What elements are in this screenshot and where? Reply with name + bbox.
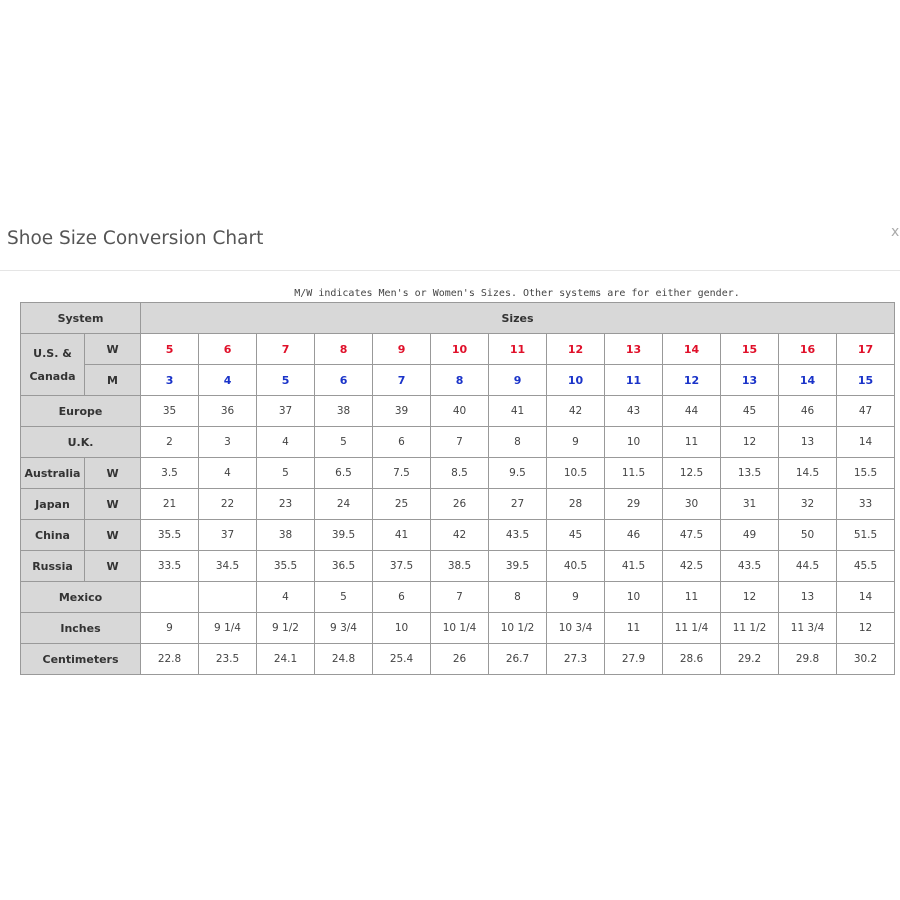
header-row [21,303,895,334]
size-cell: 22.8 [141,644,199,675]
us-men-size-cell: 6 [315,365,373,396]
us-women-size-cell: 13 [605,334,663,365]
size-cell: 11.5 [605,458,663,489]
size-cell: 8.5 [431,458,489,489]
us-women-size-cell: 12 [547,334,605,365]
size-cell: 11 1/4 [663,613,721,644]
size-cell: 42 [431,520,489,551]
modal-header [0,215,900,271]
size-cell: 10 [605,582,663,613]
size-cell: 8 [489,427,547,458]
close-icon[interactable]: x [891,224,900,240]
size-cell: 47.5 [663,520,721,551]
size-cell: 28 [547,489,605,520]
us-men-size-cell: 5 [257,365,315,396]
us-men-size-cell: 13 [721,365,779,396]
size-cell: 25 [373,489,431,520]
size-cell: 23 [257,489,315,520]
size-cell [199,582,257,613]
table-row-us-canada-m [21,365,895,396]
table-row [21,582,895,613]
sizes-header: Sizes [141,303,895,334]
system-label: Centimeters [21,644,141,675]
size-cell: 5 [315,582,373,613]
size-cell: 37 [257,396,315,427]
size-cell: 31 [721,489,779,520]
gender-note: M/W indicates Men's or Women's Sizes. Other systems are for either gender. [294,288,740,299]
size-cell: 26.7 [489,644,547,675]
size-cell: 4 [199,458,257,489]
size-cell: 9 [141,613,199,644]
us-men-size-cell: 11 [605,365,663,396]
size-cell: 9 3/4 [315,613,373,644]
size-cell: 30.2 [837,644,895,675]
size-cell: 5 [257,458,315,489]
size-cell: 7 [431,427,489,458]
size-cell: 11 [663,582,721,613]
size-cell: 13 [779,582,837,613]
size-cell: 25.4 [373,644,431,675]
size-cell: 13.5 [721,458,779,489]
us-men-size-cell: 3 [141,365,199,396]
size-cell: 46 [605,520,663,551]
size-cell: 33 [837,489,895,520]
size-cell: 32 [779,489,837,520]
size-cell: 12 [837,613,895,644]
table-row [21,520,895,551]
size-cell: 41 [489,396,547,427]
size-cell: 14.5 [779,458,837,489]
us-men-size-cell: 9 [489,365,547,396]
us-women-size-cell: 6 [199,334,257,365]
gender-label: W [85,489,141,520]
size-cell: 41 [373,520,431,551]
size-cell: 39.5 [489,551,547,582]
size-cell: 35.5 [257,551,315,582]
size-cell: 2 [141,427,199,458]
table-row [21,613,895,644]
us-women-size-cell: 10 [431,334,489,365]
us-women-size-cell: 14 [663,334,721,365]
us-men-size-cell: 7 [373,365,431,396]
size-cell: 10 1/2 [489,613,547,644]
size-cell: 41.5 [605,551,663,582]
us-men-size-cell: 15 [837,365,895,396]
size-cell: 37.5 [373,551,431,582]
us-canada-w-label: W [85,334,141,365]
size-cell: 43 [605,396,663,427]
size-cell: 14 [837,582,895,613]
system-label: Japan [21,489,85,520]
us-women-size-cell: 5 [141,334,199,365]
size-cell: 38 [315,396,373,427]
size-cell: 6.5 [315,458,373,489]
size-cell: 47 [837,396,895,427]
size-cell: 24.1 [257,644,315,675]
gender-label: W [85,551,141,582]
size-cell: 40 [431,396,489,427]
size-cell: 24 [315,489,373,520]
system-label: U.K. [21,427,141,458]
table-row [21,551,895,582]
size-cell [141,582,199,613]
size-cell: 39 [373,396,431,427]
size-cell: 8 [489,582,547,613]
table-row [21,458,895,489]
size-cell: 49 [721,520,779,551]
us-women-size-cell: 15 [721,334,779,365]
size-cell: 22 [199,489,257,520]
size-cell: 12 [721,427,779,458]
size-cell: 33.5 [141,551,199,582]
table-row [21,427,895,458]
gender-label: W [85,520,141,551]
size-cell: 29 [605,489,663,520]
size-cell: 40.5 [547,551,605,582]
size-cell: 36.5 [315,551,373,582]
size-cell: 26 [431,644,489,675]
size-cell: 4 [257,427,315,458]
us-men-size-cell: 10 [547,365,605,396]
size-cell: 28.6 [663,644,721,675]
size-cell: 24.8 [315,644,373,675]
size-cell: 10 [605,427,663,458]
us-women-size-cell: 9 [373,334,431,365]
size-cell: 23.5 [199,644,257,675]
table-row [21,644,895,675]
size-cell: 10 3/4 [547,613,605,644]
system-header: System [21,303,141,334]
us-women-size-cell: 17 [837,334,895,365]
us-women-size-cell: 16 [779,334,837,365]
size-cell: 9 [547,582,605,613]
system-label: Australia [21,458,85,489]
size-cell: 51.5 [837,520,895,551]
size-cell: 11 1/2 [721,613,779,644]
us-women-size-cell: 11 [489,334,547,365]
size-cell: 14 [837,427,895,458]
size-cell: 38.5 [431,551,489,582]
size-cell: 21 [141,489,199,520]
size-cell: 9.5 [489,458,547,489]
size-cell: 10 [373,613,431,644]
size-cell: 45 [547,520,605,551]
size-cell: 50 [779,520,837,551]
size-cell: 6 [373,582,431,613]
size-cell: 7.5 [373,458,431,489]
size-cell: 43.5 [721,551,779,582]
size-cell: 15.5 [837,458,895,489]
size-cell: 34.5 [199,551,257,582]
size-cell: 36 [199,396,257,427]
us-women-size-cell: 8 [315,334,373,365]
us-men-size-cell: 12 [663,365,721,396]
size-cell: 10 1/4 [431,613,489,644]
size-cell: 27 [489,489,547,520]
table-row [21,489,895,520]
system-label: Mexico [21,582,141,613]
size-cell: 4 [257,582,315,613]
size-cell: 45 [721,396,779,427]
size-cell: 45.5 [837,551,895,582]
size-cell: 11 [605,613,663,644]
size-cell: 42 [547,396,605,427]
size-cell: 37 [199,520,257,551]
size-cell: 10.5 [547,458,605,489]
size-cell: 7 [431,582,489,613]
table-row-us-canada-w [21,334,895,365]
size-cell: 9 1/4 [199,613,257,644]
size-cell: 44 [663,396,721,427]
system-label: China [21,520,85,551]
size-cell: 46 [779,396,837,427]
us-canada-label: U.S. & Canada [21,334,85,396]
size-cell: 44.5 [779,551,837,582]
size-cell: 29.8 [779,644,837,675]
size-cell: 12 [721,582,779,613]
size-cell: 35.5 [141,520,199,551]
size-cell: 5 [315,427,373,458]
size-cell: 38 [257,520,315,551]
us-women-size-cell: 7 [257,334,315,365]
us-men-size-cell: 4 [199,365,257,396]
size-cell: 9 [547,427,605,458]
size-cell: 43.5 [489,520,547,551]
size-cell: 39.5 [315,520,373,551]
size-cell: 3 [199,427,257,458]
us-men-size-cell: 8 [431,365,489,396]
size-cell: 11 [663,427,721,458]
size-cell: 27.9 [605,644,663,675]
system-label: Inches [21,613,141,644]
us-men-size-cell: 14 [779,365,837,396]
size-cell: 12.5 [663,458,721,489]
size-cell: 30 [663,489,721,520]
gender-label: W [85,458,141,489]
size-conversion-table [20,302,895,675]
size-cell: 3.5 [141,458,199,489]
size-cell: 13 [779,427,837,458]
size-cell: 29.2 [721,644,779,675]
us-canada-m-label: M [85,365,141,396]
size-cell: 42.5 [663,551,721,582]
size-cell: 35 [141,396,199,427]
size-cell: 27.3 [547,644,605,675]
size-cell: 11 3/4 [779,613,837,644]
table-row [21,396,895,427]
size-cell: 9 1/2 [257,613,315,644]
system-label: Russia [21,551,85,582]
size-cell: 6 [373,427,431,458]
modal-title: Shoe Size Conversion Chart [7,228,264,249]
size-cell: 26 [431,489,489,520]
system-label: Europe [21,396,141,427]
